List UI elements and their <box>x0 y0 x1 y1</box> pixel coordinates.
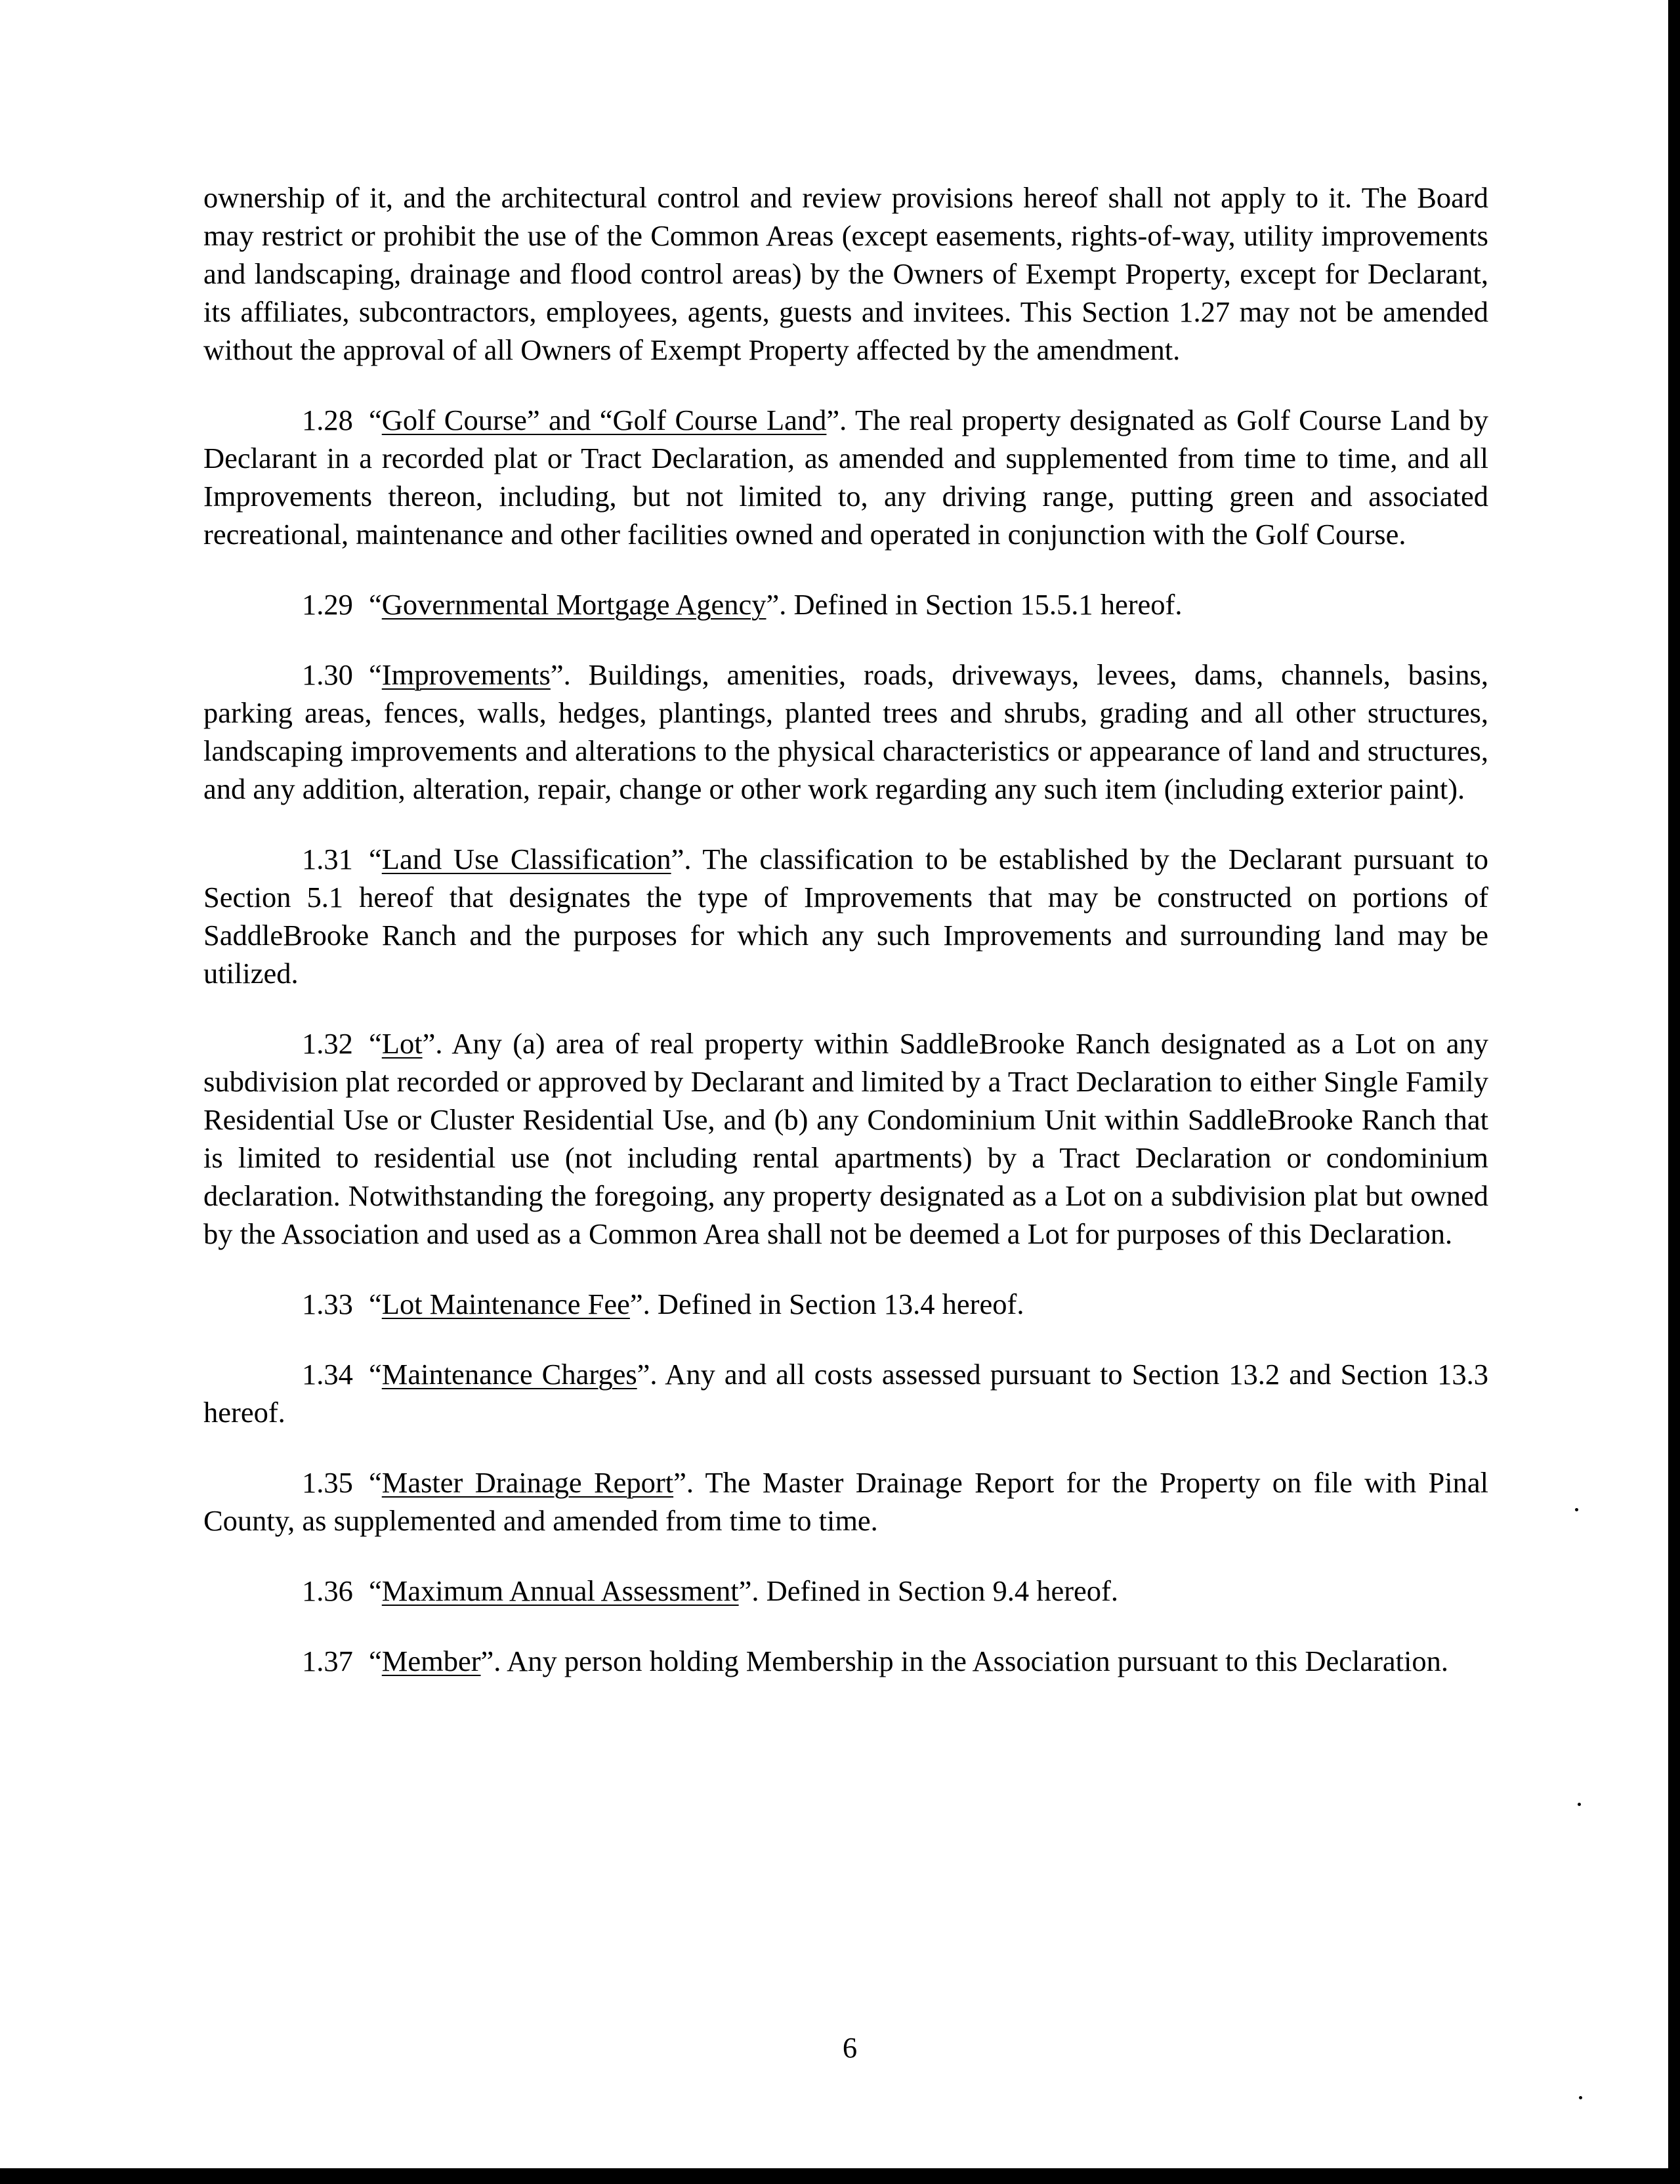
section-body: Defined in Section 15.5.1 hereof. <box>786 588 1183 621</box>
scan-speck <box>1578 1803 1581 1806</box>
scan-border-right <box>1668 0 1680 2184</box>
defined-term: Maximum Annual Assessment <box>381 1574 739 1607</box>
section-number: 1.35 <box>302 1466 353 1499</box>
section-body: Any (a) area of real property within SaddleBrooke Ranch designated as a Lot on any subdivision plat recorded or approved by Declarant and limited by a Tract Declaration to either Single Family Residential Use or Cluster Residential Use, and (b) any Condominium Unit within SaddleBrooke Ranch that is limited to residential use (not including rental apartments) by a Tract Declaration or condominium declaration. Notwithstanding the foregoing, any property designated as a Lot on a subdivision plat but owned by the Association and used as a Common Area shall not be deemed a Lot for purposes of this Declaration. <box>203 1027 1488 1250</box>
scan-border-bottom <box>0 2168 1680 2184</box>
section-1-28: 1.28 “Golf Course” and “Golf Course Land”. The real property designated as Golf Course Land by Declarant in a recorded plat or Tract Declaration, as amended and supplemented from time to time, and all Improvements thereon, including, but not limited to, any driving range, putting green and associated recreational, maintenance and other facilities owned and operated in conjunction with the Golf Course. <box>203 401 1488 553</box>
section-body: Buildings, amenities, roads, driveways, levees, dams, channels, basins, parking areas, fences, walls, hedges, plantings, planted trees and shrubs, grading and all other structures, landscaping improvements and alterations to the physical characteristics or appearance of land and structures, and any addition, alteration, repair, change or other work regarding any such item (including exterior paint). <box>203 658 1488 805</box>
document-body <box>203 178 1488 1712</box>
section-1-35: 1.35 “Master Drainage Report”. The Master Drainage Report for the Property on file with Pinal County, as supplemented and amended from time to time. <box>203 1463 1488 1540</box>
section-body: Any person holding Membership in the Association pursuant to this Declaration. <box>501 1645 1448 1677</box>
scan-speck <box>1575 1508 1578 1511</box>
defined-term: Improvements <box>381 658 551 691</box>
section-body: Defined in Section 9.4 hereof. <box>759 1574 1118 1607</box>
section-number: 1.36 <box>302 1574 353 1607</box>
defined-term: Golf Course” and “Golf Course Land <box>381 404 827 436</box>
section-1-37: 1.37 “Member”. Any person holding Membership in the Association pursuant to this Declaration. <box>203 1642 1488 1680</box>
section-body: The Master Drainage Report for the Property on file with Pinal County, as supplemented and amended from time to time. <box>203 1466 1488 1537</box>
section-1-30: 1.30 “Improvements”. Buildings, amenities, roads, driveways, levees, dams, channels, basins, parking areas, fences, walls, hedges, plantings, planted trees and shrubs, grading and all other structures, landscaping improvements and alterations to the physical characteristics or appearance of land and structures, and any addition, alteration, repair, change or other work regarding any such item (including exterior paint). <box>203 656 1488 808</box>
section-body: Any and all costs assessed pursuant to Section 13.2 and Section 13.3 hereof. <box>203 1358 1488 1429</box>
section-1-32: 1.32 “Lot”. Any (a) area of real property within SaddleBrooke Ranch designated as a Lot on any subdivision plat recorded or approved by Declarant and limited by a Tract Declaration to either Single Family Residential Use or Cluster Residential Use, and (b) any Condominium Unit within SaddleBrooke Ranch that is limited to residential use (not including rental apartments) by a Tract Declaration or condominium declaration. Notwithstanding the foregoing, any property designated as a Lot on a subdivision plat but owned by the Association and used as a Common Area shall not be deemed a Lot for purposes of this Declaration. <box>203 1024 1488 1253</box>
section-number: 1.37 <box>302 1645 353 1677</box>
scan-speck <box>1579 2096 1582 2099</box>
section-number: 1.34 <box>302 1358 353 1391</box>
section-1-33: 1.33 “Lot Maintenance Fee”. Defined in Section 13.4 hereof. <box>203 1285 1488 1323</box>
section-1-36: 1.36 “Maximum Annual Assessment”. Defined in Section 9.4 hereof. <box>203 1572 1488 1610</box>
defined-term: Maintenance Charges <box>381 1358 637 1391</box>
intro-paragraph: ownership of it, and the architectural control and review provisions hereof shall not apply to it. The Board may restrict or prohibit the use of the Common Areas (except easements, rights-of-way, utility improvements and landscaping, drainage and flood control areas) by the Owners of Exempt Property, except for Declarant, its affiliates, subcontractors, employees, agents, guests and invitees. This Section 1.27 may not be amended without the approval of all Owners of Exempt Property affected by the amendment. <box>203 181 1488 366</box>
section-body: Defined in Section 13.4 hereof. <box>650 1288 1024 1320</box>
defined-term: Land Use Classification <box>381 843 671 875</box>
defined-term: Lot <box>381 1027 423 1060</box>
section-1-31: 1.31 “Land Use Classification”. The classification to be established by the Declarant pursuant to Section 5.1 hereof that designates the type of Improvements that may be constructed on portions of SaddleBrooke Ranch and the purposes for which any such Improvements and surrounding land may be utilized. <box>203 840 1488 992</box>
section-number: 1.30 <box>302 658 353 691</box>
section-number: 1.32 <box>302 1027 353 1060</box>
section-number: 1.33 <box>302 1288 353 1320</box>
section-number: 1.29 <box>302 588 353 621</box>
page-number: 6 <box>842 2031 858 2064</box>
defined-term: Member <box>381 1645 481 1677</box>
section-body: The real property designated as Golf Course Land by Declarant in a recorded plat or Tract Declaration, as amended and supplemented from time to time, and all Improvements thereon, including, but not limited to, any driving range, putting green and associated recreational, maintenance and other facilities owned and operated in conjunction with the Golf Course. <box>203 404 1488 551</box>
section-number: 1.31 <box>302 843 353 875</box>
defined-term: Lot Maintenance Fee <box>381 1288 630 1320</box>
section-1-29: 1.29 “Governmental Mortgage Agency”. Defined in Section 15.5.1 hereof. <box>203 585 1488 623</box>
section-body: The classification to be established by the Declarant pursuant to Section 5.1 hereof that designates the type of Improvements that may be constructed on portions of SaddleBrooke Ranch and the purposes for which any such Improvements and surrounding land may be utilized. <box>203 843 1488 990</box>
defined-term: Master Drainage Report <box>381 1466 674 1499</box>
section-number: 1.28 <box>302 404 353 436</box>
section-1-34: 1.34 “Maintenance Charges”. Any and all costs assessed pursuant to Section 13.2 and Section 13.3 hereof. <box>203 1355 1488 1431</box>
defined-term: Governmental Mortgage Agency <box>381 588 766 621</box>
